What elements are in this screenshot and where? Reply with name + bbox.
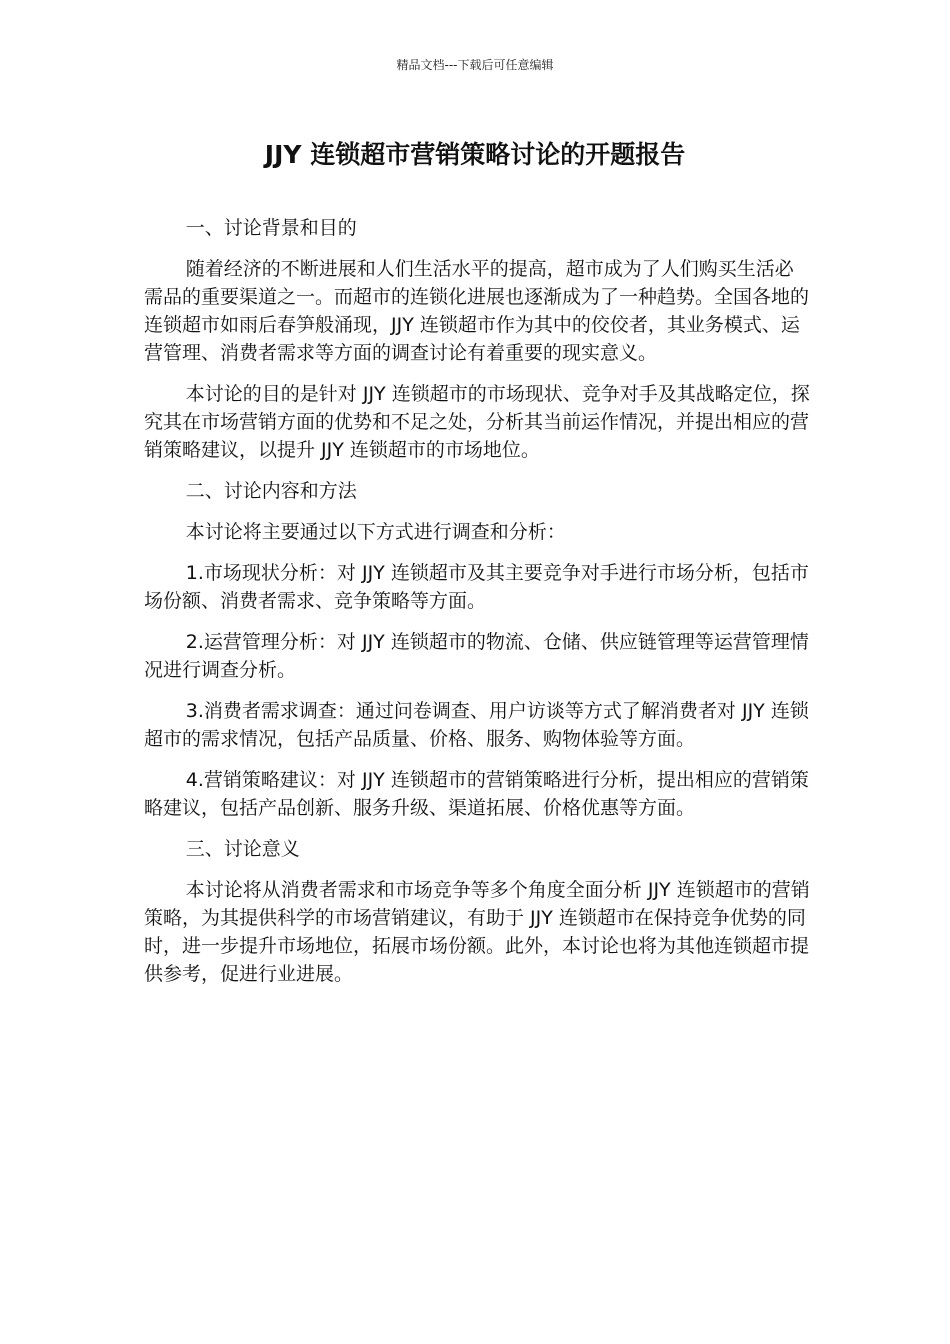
- section-heading-content-method: 二、讨论内容和方法: [185, 480, 357, 502]
- paragraph-significance: 本讨论将从消费者需求和市场竞争等多个角度全面分析 JJY 连锁超市的营销策略，为其提供科学的市场营销建议，有助于 JJY 连锁超市在保持竞争优势的同时，进一步提升市场地位，拓展市场份额。此外，本讨论也将为其他连锁超市提供参考，促进行业进展。: [144, 879, 810, 985]
- list-item-operations-analysis: 2.运营管理分析：对 JJY 连锁超市的物流、仓储、供应链管理等运营管理情况进行调查分析。: [144, 631, 809, 681]
- document-title: JJY 连锁超市营销策略讨论的开题报告: [264, 140, 686, 169]
- document-body: [144, 214, 812, 1001]
- list-item-market-analysis: 1.市场现状分析：对 JJY 连锁超市及其主要竞争对手进行市场分析，包括市场份额、消费者需求、竞争策略等方面。: [144, 562, 809, 612]
- list-item-marketing-suggestions: 4.营销策略建议：对 JJY 连锁超市的营销策略进行分析，提出相应的营销策略建议，包括产品创新、服务升级、渠道拓展、价格优惠等方面。: [144, 769, 809, 819]
- paragraph-background: 随着经济的不断进展和人们生活水平的提高，超市成为了人们购买生活必需品的重要渠道之一。而超市的连锁化进展也逐渐成为了一种趋势。全国各地的连锁超市如雨后春笋般涌现，JJY 连锁超市作为其中的佼佼者，其业务模式、运营管理、消费者需求等方面的调查讨论有着重要的现实意义。: [144, 258, 810, 364]
- list-item-consumer-survey: 3.消费者需求调查：通过问卷调查、用户访谈等方式了解消费者对 JJY 连锁超市的需求情况，包括产品质量、价格、服务、购物体验等方面。: [144, 700, 809, 750]
- section-heading-significance: 三、讨论意义: [185, 838, 300, 860]
- header-note: 精品文档---下载后可任意编辑: [396, 58, 554, 72]
- paragraph-purpose: 本讨论的目的是针对 JJY 连锁超市的市场现状、竞争对手及其战略定位，探究其在市场营销方面的优势和不足之处，分析其当前运作情况，并提出相应的营销策略建议，以提升 JJY 连锁超市的市场地位。: [144, 383, 810, 461]
- paragraph-method-intro: 本讨论将主要通过以下方式进行调查和分析：: [185, 521, 566, 543]
- section-heading-background: 一、讨论背景和目的: [185, 217, 357, 239]
